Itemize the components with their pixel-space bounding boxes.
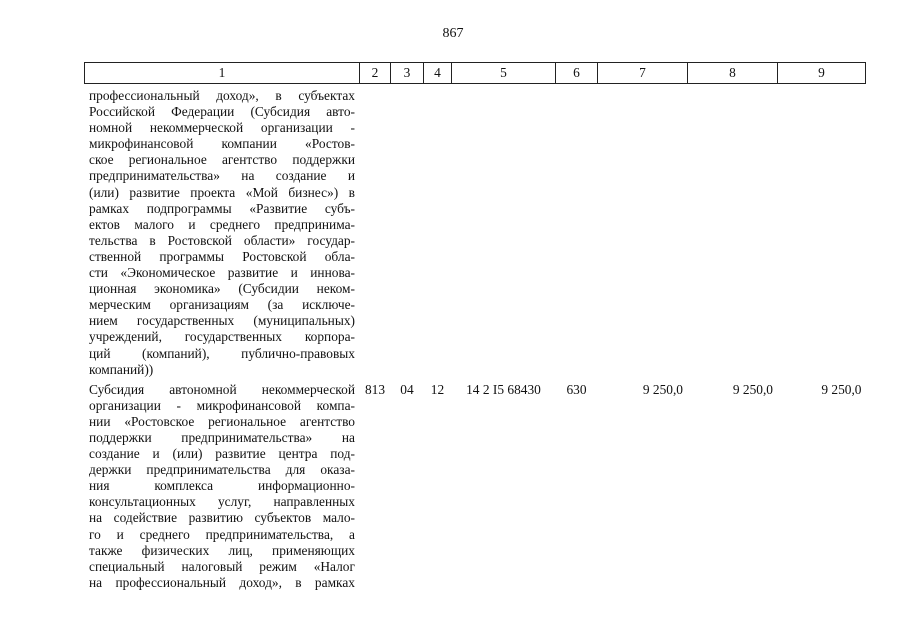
header-col-2: 2	[360, 63, 391, 84]
description-line: на содействие развитию субъектов мало-	[89, 510, 355, 526]
description-line: ционная экономика» (Субсидии неком-	[89, 281, 355, 297]
cell-col-8: 9 250,0	[732, 381, 773, 397]
description-line: нием государственных (муниципальных)	[89, 313, 355, 329]
description-line: тельства в Ростовской области» государ-	[89, 232, 355, 248]
description-line: профессиональный доход», в субъектах	[89, 88, 355, 103]
description-line: (или) развитие проекта «Мой бизнес») в	[89, 184, 355, 200]
description-line: специальный налоговый режим «Налог	[89, 558, 355, 574]
description-line: ектов малого и среднего предпринима-	[89, 216, 355, 232]
cell-col-7: 9 250,0	[642, 381, 683, 397]
description-line: организации - микрофинансовой компа-	[89, 397, 355, 413]
description-line: го и среднего предпринимательства, а	[89, 526, 355, 542]
description-line: ций (компаний), публично-правовых	[89, 345, 355, 361]
description-line: ственной программы Ростовской обла-	[89, 248, 355, 264]
table-row	[85, 378, 866, 591]
table-header-row	[85, 63, 866, 84]
cell-col-8	[688, 84, 778, 378]
header-col-3: 3	[391, 63, 424, 84]
cell-col-9: 9 250,0	[821, 381, 862, 397]
header-col-9: 9	[778, 63, 866, 84]
description-line: поддержки предпринимательства» на	[89, 429, 355, 445]
description-line: мерческим организациям (за исключе-	[89, 297, 355, 313]
header-col-8: 8	[688, 63, 778, 84]
header-col-5: 5	[452, 63, 556, 84]
cell-col-5	[452, 84, 556, 378]
description-line: на профессиональный доход», в рамках	[89, 574, 355, 590]
cell-col-7	[598, 84, 688, 378]
description-line: рамках подпрограммы «Развитие субъ-	[89, 200, 355, 216]
cell-col-4: 12	[430, 381, 445, 397]
description-line: консультационных услуг, направленных	[89, 494, 355, 510]
description-line: ния комплекса информационно-	[89, 478, 355, 494]
header-col-4: 4	[424, 63, 452, 84]
header-col-1: 1	[85, 63, 360, 84]
description-line: нии «Ростовское региональное агентство	[89, 413, 355, 429]
cell-col-3	[391, 84, 424, 378]
description-line: также физических лиц, применяющих	[89, 542, 355, 558]
budget-table	[84, 62, 866, 591]
cell-col-2	[360, 84, 391, 378]
header-col-6: 6	[556, 63, 598, 84]
cell-col-9	[778, 84, 866, 378]
description-line: ское региональное агентство поддержки	[89, 152, 355, 168]
description-line: компаний))	[89, 361, 154, 377]
description-line: держки предпринимательства для оказа-	[89, 462, 355, 478]
cell-col-6: 630	[566, 381, 587, 397]
description-line: номной некоммерческой организации -	[89, 120, 355, 136]
description-line: учреждений, государственных корпора-	[89, 329, 355, 345]
description-line: сти «Экономическое развитие и иннова-	[89, 265, 355, 281]
table-row	[85, 84, 866, 378]
cell-col-5: 14 2 I5 68430	[466, 381, 541, 397]
description-line: создание и (или) развитие центра под-	[89, 446, 355, 462]
description-line: Российской Федерации (Субсидия авто-	[89, 104, 355, 120]
row-description	[85, 84, 360, 378]
description-line: предпринимательства» на создание и	[89, 168, 355, 184]
description-line: Субсидия автономной некоммерческой	[89, 381, 355, 397]
cell-col-2: 813	[364, 381, 386, 397]
page-number: 867	[442, 26, 464, 41]
row-description	[85, 378, 360, 591]
cell-col-6	[556, 84, 598, 378]
cell-col-4	[424, 84, 452, 378]
header-col-7: 7	[598, 63, 688, 84]
description-line: микрофинансовой компании «Ростов-	[89, 136, 355, 152]
cell-col-3: 04	[400, 381, 414, 397]
